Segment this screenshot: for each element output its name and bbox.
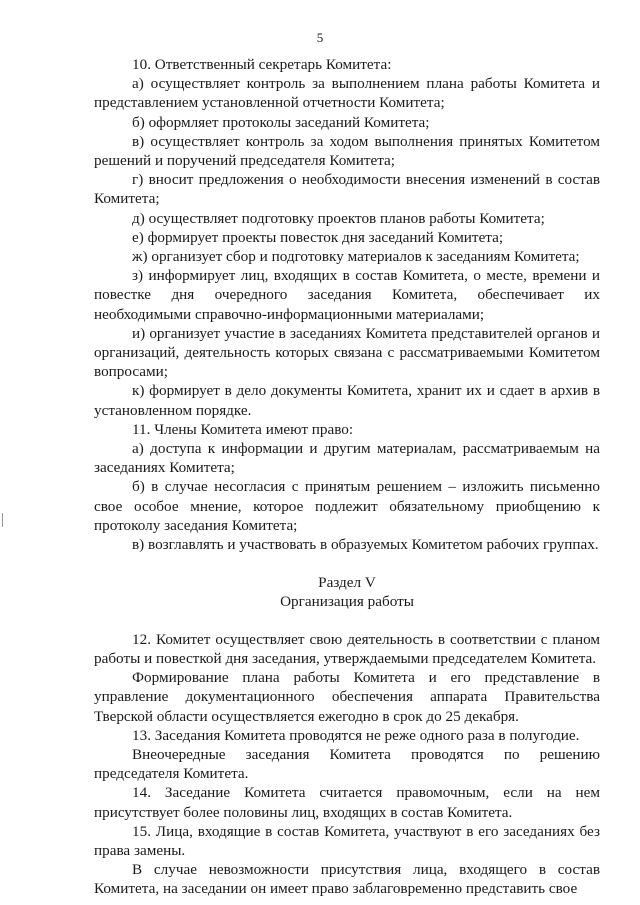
- paragraph: 12. Комитет осуществляет свою деятельность в соответствии с планом работы и повесткой дня заседания, утверждаемыми председателем Комитета.: [94, 630, 600, 667]
- paragraph: В случае невозможности присутствия лица, входящего в состав Комитета, на заседании он имеет право заблаговременно представить свое: [94, 861, 600, 898]
- paragraph: б) оформляет протоколы заседаний Комитета;: [132, 113, 430, 131]
- paragraph: 11. Члены Комитета имеют право:: [132, 420, 354, 438]
- section-iv-continuation: [94, 55, 600, 554]
- paragraph: 15. Лица, входящие в состав Комитета, участвуют в его заседаниях без права замены.: [94, 822, 600, 859]
- section-number: Раздел V: [318, 574, 376, 592]
- paragraph: 14. Заседание Комитета считается правомочным, если на нем присутствует более половины лиц, входящих в состав Комитета.: [94, 784, 600, 821]
- paragraph: а) осуществляет контроль за выполнением плана работы Комитета и представлением установленной отчетности Комитета;: [94, 75, 600, 112]
- paragraph: Формирование плана работы Комитета и его представление в управление документационного обеспечения аппарата Правительства Тверской области осуществляется ежегодно в срок до 25 декабря.: [94, 669, 600, 725]
- paragraph: и) организует участие в заседаниях Комитета представителей органов и организаций, деятельность которых связана с рассматриваемыми Комитетом вопросами;: [94, 324, 600, 381]
- paragraph: 13. Заседания Комитета проводятся не реже одного раза в полугодие.: [132, 726, 580, 744]
- paragraph: а) доступа к информации и другим материалам, рассматриваемым на заседаниях Комитета;: [94, 440, 600, 477]
- paragraph: Внеочередные заседания Комитета проводятся по решению председателя Комитета.: [94, 745, 600, 783]
- paragraph: 10. Ответственный секретарь Комитета:: [132, 56, 392, 73]
- paragraph: к) формирует в дело документы Комитета, хранит их и сдает в архив в установленном порядке.: [94, 382, 600, 419]
- section-title: Организация работы: [280, 593, 414, 611]
- page-number: 5: [316, 30, 324, 45]
- paragraph: б) в случае несогласия с принятым решением – изложить письменно свое особое мнение, которое подлежит обязательному приобщению к протоколу заседания Комитета;: [94, 478, 600, 534]
- section-v-body: [94, 630, 600, 899]
- paragraph: в) осуществляет контроль за ходом выполнения принятых Комитетом решений и поручений председателя Комитета;: [94, 132, 600, 170]
- paragraph: ж) организует сбор и подготовку материалов к заседаниям Комитета;: [132, 248, 580, 266]
- paragraph: д) осуществляет подготовку проектов планов работы Комитета;: [132, 209, 545, 227]
- paragraph: в) возглавлять и участвовать в образуемых Комитетом рабочих группах.: [132, 536, 599, 554]
- scan-edge-mark: [2, 513, 3, 527]
- paragraph: е) формирует проекты повесток дня заседаний Комитета;: [132, 228, 504, 246]
- paragraph: г) вносит предложения о необходимости внесения изменений в состав Комитета;: [94, 171, 600, 208]
- paragraph: з) информирует лиц, входящих в состав Комитета, о месте, времени и повестке дня очередного заседания Комитета, обеспечивает их необходимыми справочно-информационными материалами;: [94, 267, 600, 323]
- document-body: [94, 55, 600, 899]
